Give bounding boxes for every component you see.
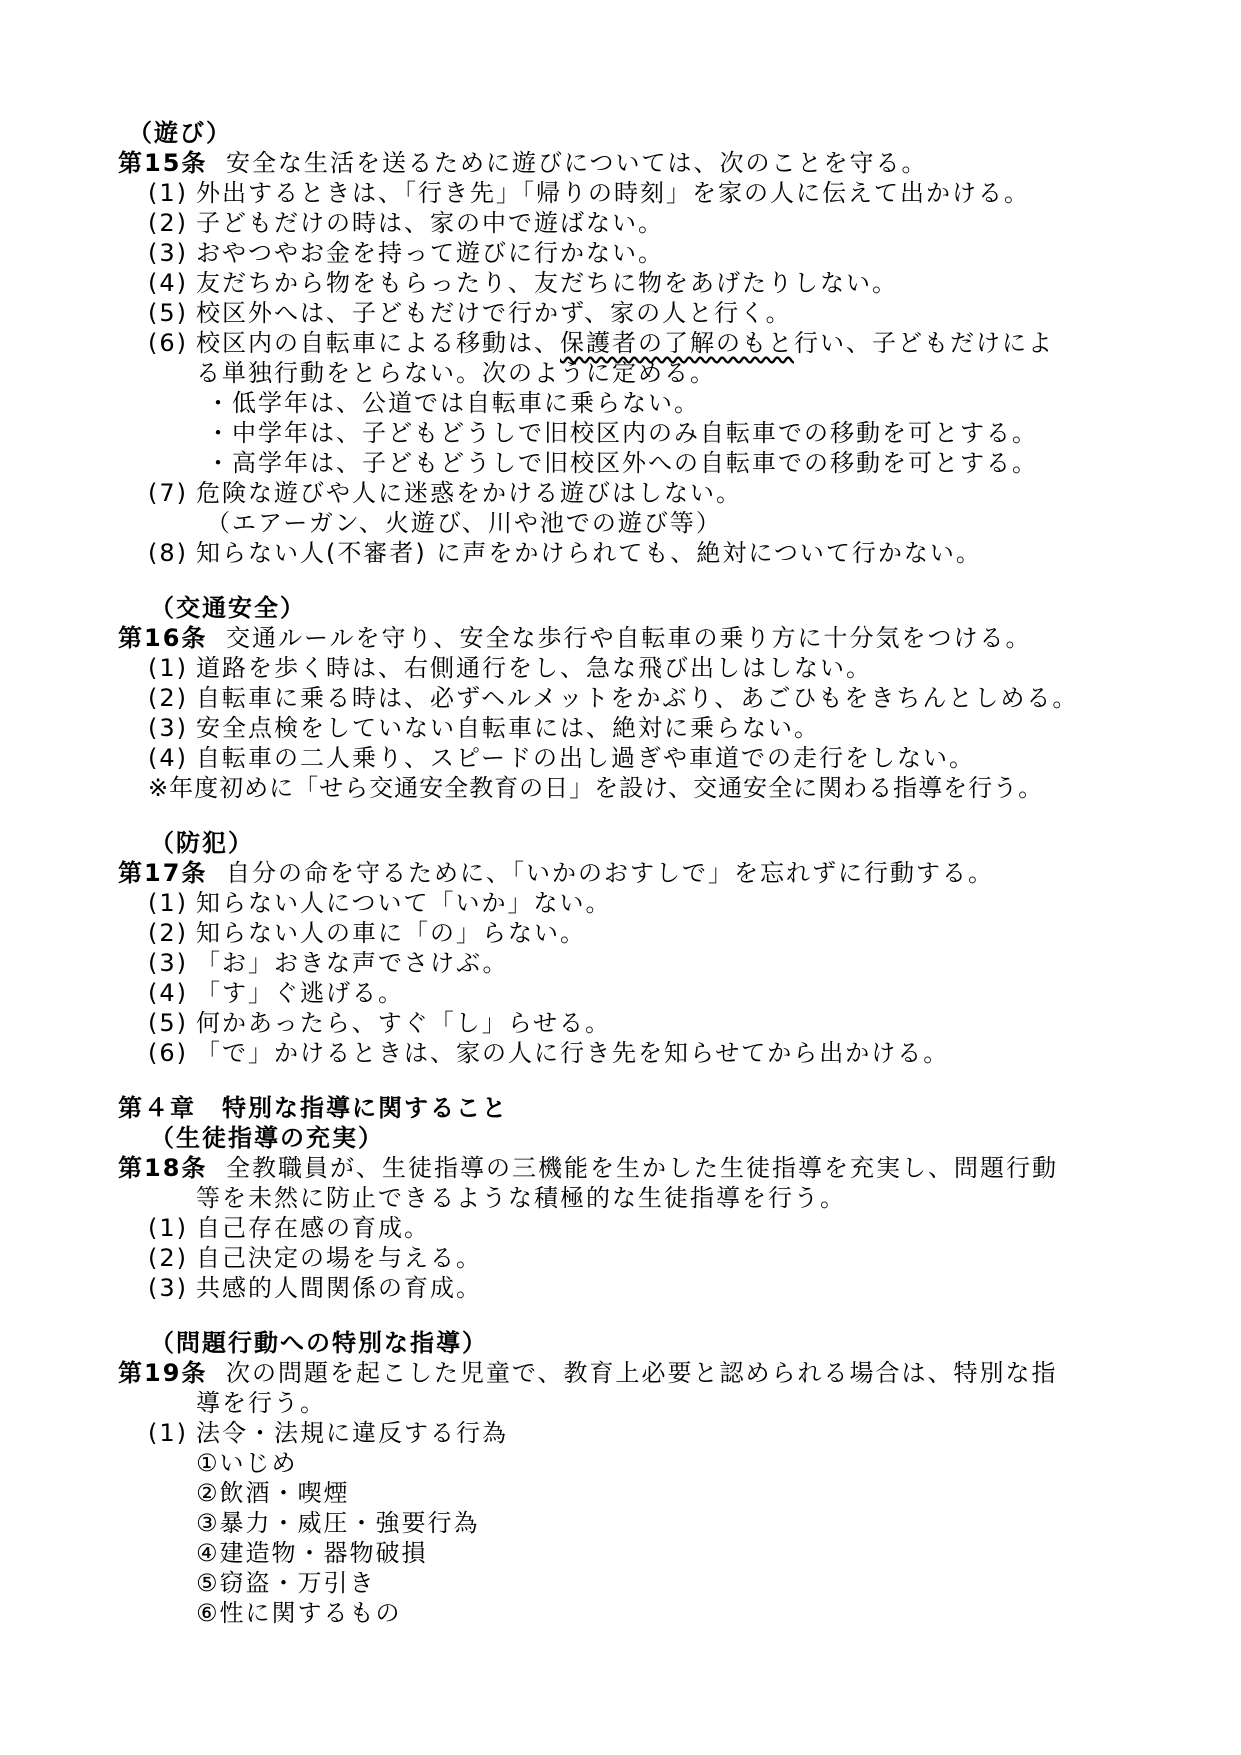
item-number: (6): [148, 329, 188, 357]
list-item: [148, 238, 664, 268]
item-text: 何かあったら、すぐ「し」らせる。: [196, 1009, 612, 1037]
item-number: (1): [148, 654, 188, 682]
section-heading-play: （遊び）: [128, 119, 232, 147]
item-number: (1): [148, 889, 188, 917]
bullet-item: ・中学年は、子どもどうしで旧校区内のみ自転車での移動を可とする。: [206, 419, 1038, 447]
list-item: [148, 478, 742, 508]
list-item: [148, 918, 586, 948]
sub-item: ⑥性に関するもの: [196, 1599, 402, 1627]
list-item: [148, 1008, 611, 1038]
item-number: (6): [148, 1039, 188, 1067]
sub-item: ②飲酒・喫煙: [196, 1479, 350, 1507]
article-text: 交通ルールを守り、安全な歩行や自転車の乗り方に十分気をつける。: [226, 624, 1032, 652]
item-text: 外出するときは、「行き先」「帰りの時刻」を家の人に伝えて出かける。: [196, 179, 1030, 207]
item-text: 校区内の自転車による移動は、: [196, 329, 560, 357]
item-text: 自転車に乗る時は、必ずヘルメットをかぶり、あごひもをきちんとしめる。: [196, 684, 1079, 712]
item-number: (5): [148, 1009, 188, 1037]
item-text: 「で」かけるときは、家の人に行き先を知らせてから出かける。: [196, 1039, 950, 1067]
item-number: (2): [148, 919, 188, 947]
sub-item: ⑤窃盗・万引き: [196, 1569, 376, 1597]
item-number: (1): [148, 1214, 188, 1242]
article-number: 第17条: [118, 859, 208, 887]
item-text: おやつやお金を持って遊びに行かない。: [196, 239, 664, 267]
item-number: (3): [148, 714, 188, 742]
item-text: 自転車の二人乗り、スピードの出し過ぎや車道での走行をしない。: [196, 744, 976, 772]
article-text: 次の問題を起こした児童で、教育上必要と認められる場合は、特別な指: [226, 1359, 1058, 1387]
list-item: [148, 328, 1054, 358]
item-number: (4): [148, 269, 188, 297]
item-text: 危険な遊びや人に迷惑をかける遊びはしない。: [196, 479, 742, 507]
item-text: 共感的人間関係の育成。: [196, 1274, 482, 1302]
item-number: (8): [148, 539, 188, 567]
list-item: [148, 713, 820, 743]
article-text: 全教職員が、生徒指導の三機能を生かした生徒指導を充実し、問題行動: [226, 1154, 1058, 1182]
item-text: 安全点検をしていない自転車には、絶対に乗らない。: [196, 714, 820, 742]
item-text: 知らない人について「いか」ない。: [196, 889, 612, 917]
article-16: [118, 623, 1032, 653]
list-item: [148, 1418, 508, 1448]
item-number: (2): [148, 684, 188, 712]
list-item: [148, 978, 404, 1008]
list-item: [148, 538, 982, 568]
list-item: [148, 268, 898, 298]
article-number: 第19条: [118, 1359, 208, 1387]
list-item: [148, 1038, 949, 1068]
list-item: [148, 298, 792, 328]
list-item: [148, 948, 508, 978]
item-number: (2): [148, 1244, 188, 1272]
item-number: (3): [148, 949, 188, 977]
list-item: [148, 208, 664, 238]
item-continuation: る単独行動をとらない。次のように定める。: [196, 359, 716, 387]
sub-item: ③暴力・威圧・強要行為: [196, 1509, 480, 1537]
article-text: 自分の命を守るために、「いかのおすしで」を忘れずに行動する。: [226, 859, 994, 887]
section-heading-guidance: （生徒指導の充実）: [150, 1124, 384, 1152]
chapter-title: 第４章 特別な指導に関すること: [118, 1094, 508, 1122]
item-text: 道路を歩く時は、右側通行をし、急な飛び出しはしない。: [196, 654, 872, 682]
article-continuation: 導を行う。: [196, 1389, 326, 1417]
section-heading-special: （問題行動への特別な指導）: [150, 1329, 488, 1357]
list-item: [148, 178, 1030, 208]
article-continuation: 等を未然に防止できるような積極的な生徒指導を行う。: [196, 1184, 846, 1212]
sub-item: ①いじめ: [196, 1449, 298, 1477]
list-item: [148, 1273, 482, 1303]
list-item: [148, 1213, 430, 1243]
item-text: 知らない人(不審者) に声をかけられても、絶対について行かない。: [196, 539, 982, 567]
item-text: 子どもだけの時は、家の中で遊ばない。: [196, 209, 664, 237]
item-text: 行い、子どもだけによ: [794, 329, 1054, 357]
item-text: 自己決定の場を与える。: [196, 1244, 482, 1272]
item-text: 校区外へは、子どもだけで行かず、家の人と行く。: [196, 299, 792, 327]
item-number: (5): [148, 299, 188, 327]
list-item: [148, 653, 872, 683]
list-item: [148, 1243, 482, 1273]
item-number: (4): [148, 744, 188, 772]
item-number: (3): [148, 1274, 188, 1302]
item-number: (1): [148, 1419, 188, 1447]
note-text: ※年度初めに「せら交通安全教育の日」を設け、交通安全に関わる指導を行う。: [148, 774, 1044, 802]
article-number: 第15条: [118, 149, 208, 177]
article-number: 第18条: [118, 1154, 208, 1182]
item-text: 自己存在感の育成。: [196, 1214, 430, 1242]
article-19: [118, 1358, 1058, 1388]
section-heading-traffic: （交通安全）: [150, 594, 306, 622]
item-text: 法令・法規に違反する行為: [196, 1419, 508, 1447]
item-number: (2): [148, 209, 188, 237]
bullet-item: ・低学年は、公道では自転車に乗らない。: [206, 389, 700, 417]
list-item: [148, 683, 1078, 713]
bullet-item: ・高学年は、子どもどうしで旧校区外への自転車での移動を可とする。: [206, 449, 1038, 477]
article-18: [118, 1153, 1058, 1183]
underlined-text: 保護者の了解のもと: [560, 329, 794, 357]
article-number: 第16条: [118, 624, 208, 652]
list-item: [148, 888, 612, 918]
article-17: [118, 858, 994, 888]
article-15: [118, 148, 928, 178]
item-number: (1): [148, 179, 188, 207]
article-text: 安全な生活を送るために遊びについては、次のことを守る。: [226, 149, 928, 177]
item-text: 「お」おきな声でさけぶ。: [196, 949, 509, 977]
list-item: [148, 743, 975, 773]
item-text: 友だちから物をもらったり、友だちに物をあげたりしない。: [196, 269, 898, 297]
item-text: 知らない人の車に「の」らない。: [196, 919, 586, 947]
item-number: (7): [148, 479, 188, 507]
item-continuation: （エアーガン、火遊び、川や池での遊び等）: [206, 509, 722, 537]
item-text: 「す」ぐ逃げる。: [196, 979, 404, 1007]
item-number: (3): [148, 239, 188, 267]
item-number: (4): [148, 979, 188, 1007]
section-heading-crime: （防犯）: [150, 829, 254, 857]
sub-item: ④建造物・器物破損: [196, 1539, 428, 1567]
